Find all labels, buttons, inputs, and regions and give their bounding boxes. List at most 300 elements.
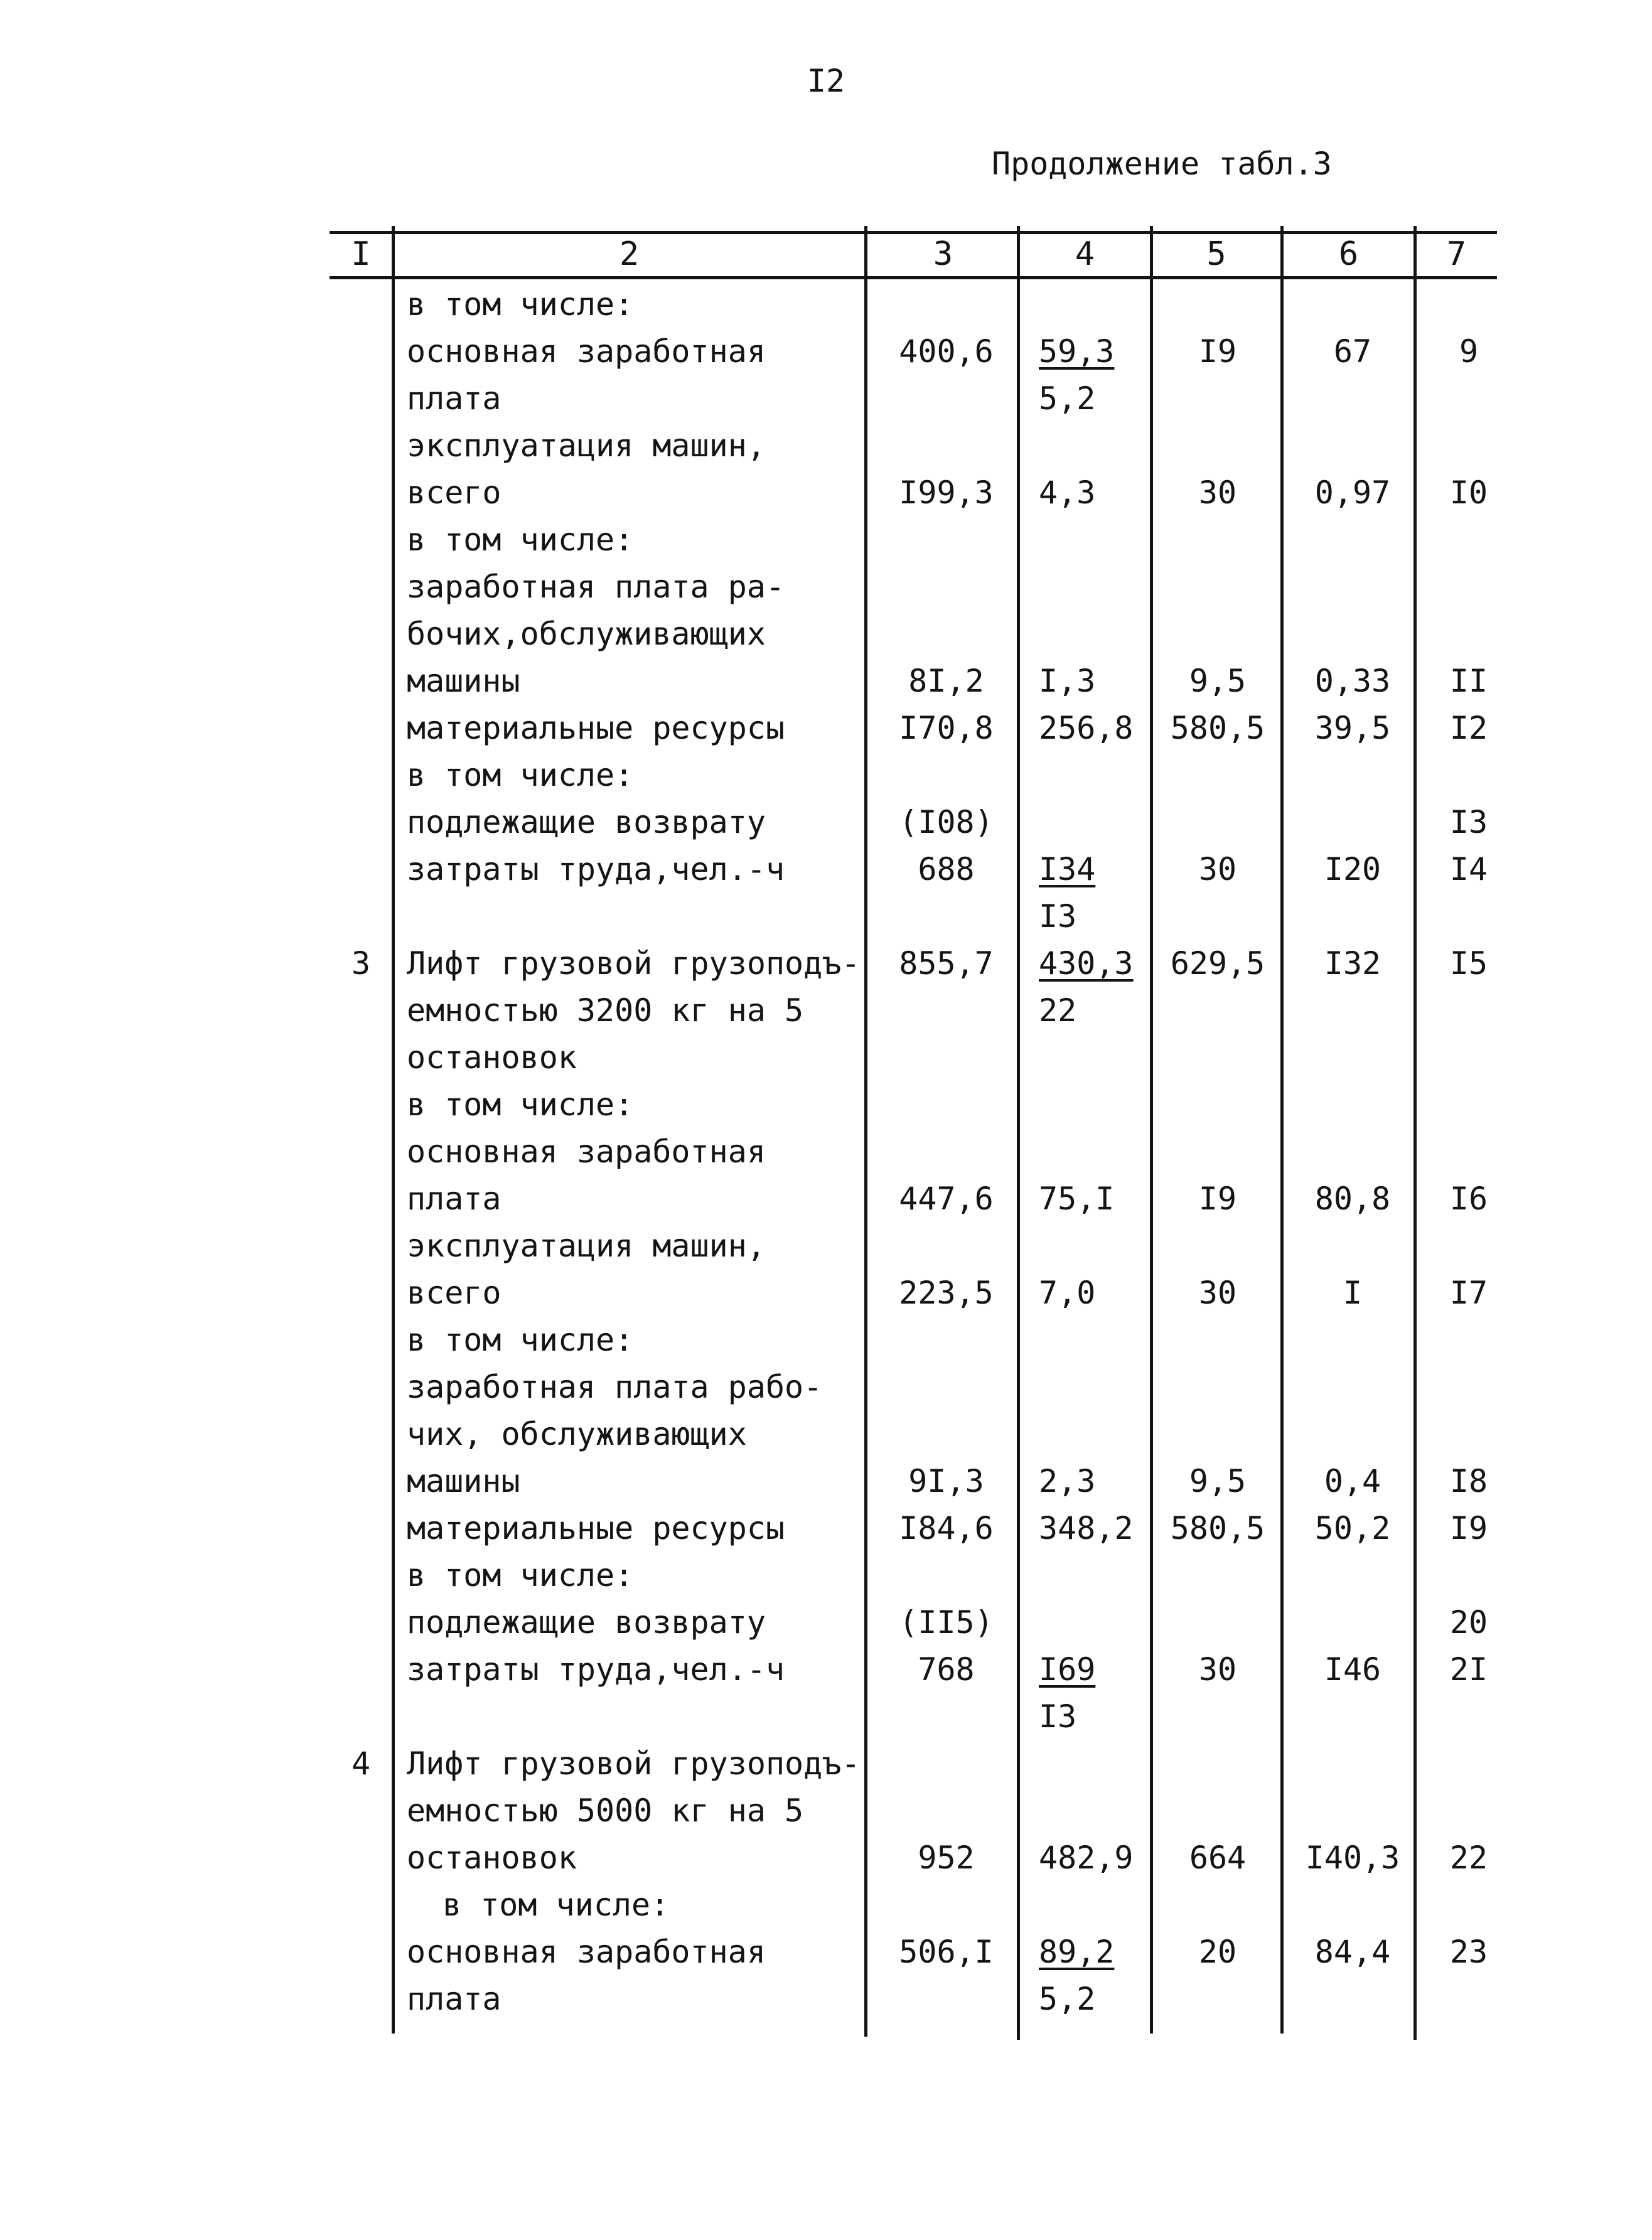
- table-row: [0, 1411, 1652, 1458]
- cell-col-3: [869, 987, 1023, 1034]
- cell-col-5: [1155, 1411, 1280, 1458]
- cell-col-7: I8: [1449, 1463, 1488, 1499]
- cell-col-2: подлежащие возврату: [407, 1604, 766, 1641]
- cell-col-4: I69: [1039, 1651, 1096, 1688]
- cell-col-1: [333, 517, 389, 564]
- cell-col-1: [333, 1270, 389, 1317]
- cell-col-1: [333, 799, 389, 846]
- cell-col-1: [333, 1787, 389, 1835]
- cell-col-7: [1422, 1317, 1516, 1364]
- cell-col-5: [1155, 1081, 1280, 1128]
- col-header-1: I: [351, 235, 371, 273]
- cell-col-5: [1155, 517, 1280, 564]
- cell-col-5: 580,5: [1170, 710, 1265, 746]
- cell-col-7: [1422, 1787, 1516, 1835]
- cell-col-1: [333, 1223, 389, 1270]
- cell-col-1: [333, 987, 389, 1034]
- cell-col-5: [1155, 1976, 1280, 2023]
- cell-col-5: [1155, 1552, 1280, 1599]
- cell-col-3: [869, 375, 1023, 422]
- cell-col-1: [333, 564, 389, 611]
- cell-col-3: [869, 564, 1023, 611]
- cell-col-2: в том числе:: [407, 522, 634, 558]
- table-row: [0, 1599, 1652, 1646]
- cell-col-3: [869, 1976, 1023, 2023]
- cell-col-7: I7: [1449, 1275, 1488, 1311]
- table-row: [0, 940, 1652, 987]
- cell-col-5: [1155, 375, 1280, 422]
- cell-col-4: [1039, 1034, 1149, 1081]
- cell-col-2: Лифт грузовой грузоподъ-: [407, 945, 861, 982]
- cell-col-7: [1422, 1081, 1516, 1128]
- cell-col-6: [1287, 422, 1419, 469]
- cell-col-1: [333, 1835, 389, 1882]
- cell-col-6: [1287, 1882, 1419, 1929]
- table-row: [0, 1787, 1652, 1835]
- cell-col-7: [1422, 1364, 1516, 1411]
- table-row: [0, 1740, 1652, 1787]
- cell-col-3: [869, 422, 1023, 469]
- cell-col-6: 0,33: [1314, 663, 1391, 699]
- cell-col-3: 8I,2: [908, 663, 984, 699]
- cell-col-5: [1155, 752, 1280, 799]
- cell-col-2: всего: [407, 1275, 501, 1311]
- cell-col-1: [333, 658, 389, 705]
- cell-col-6: [1287, 1034, 1419, 1081]
- cell-col-4: [1039, 1411, 1149, 1458]
- cell-col-2: затраты труда,чел.-ч: [407, 851, 785, 887]
- cell-col-1: [333, 1411, 389, 1458]
- cell-col-6: [1287, 893, 1419, 940]
- cell-col-1: [333, 1552, 389, 1599]
- cell-col-6: [1287, 281, 1419, 328]
- cell-col-5: I9: [1198, 333, 1237, 370]
- cell-col-6: [1287, 611, 1419, 658]
- cell-col-4: [1039, 281, 1149, 328]
- cell-col-6: [1287, 1081, 1419, 1128]
- cell-col-6: [1287, 1128, 1419, 1176]
- cell-col-7: [1422, 1882, 1516, 1929]
- cell-col-3: I84,6: [899, 1510, 994, 1546]
- cell-col-7: [1422, 1128, 1516, 1176]
- cell-col-3: [869, 281, 1023, 328]
- table-row: [0, 799, 1652, 846]
- cell-col-4: I,3: [1039, 663, 1096, 699]
- cell-col-6: [1287, 1787, 1419, 1835]
- cell-col-5: 9,5: [1189, 663, 1247, 699]
- cell-col-1: [333, 705, 389, 752]
- cell-col-6: [1287, 564, 1419, 611]
- cell-col-5: I9: [1198, 1181, 1237, 1217]
- cell-col-4: [1039, 799, 1149, 846]
- cell-col-3: 768: [918, 1651, 975, 1688]
- cell-col-4: 256,8: [1039, 710, 1134, 746]
- cell-col-6: 0,97: [1314, 474, 1391, 511]
- cell-col-5: [1155, 893, 1280, 940]
- col-header-4: 4: [1075, 235, 1095, 273]
- cell-col-5: [1155, 1882, 1280, 1929]
- col-header-3: 3: [933, 235, 953, 273]
- cell-col-1: [333, 1505, 389, 1552]
- cell-col-6: [1287, 1411, 1419, 1458]
- table-row: [0, 987, 1652, 1034]
- cell-col-7: [1422, 1976, 1516, 2023]
- cell-col-7: 22: [1449, 1840, 1488, 1876]
- table-row: [0, 1505, 1652, 1552]
- cell-col-3: [869, 1552, 1023, 1599]
- table-row: [0, 281, 1652, 328]
- cell-col-6: 50,2: [1314, 1510, 1391, 1546]
- table-row: [0, 1176, 1652, 1223]
- cell-col-5: [1155, 1317, 1280, 1364]
- table-row: [0, 1458, 1652, 1505]
- table-row: [0, 658, 1652, 705]
- cell-col-7: 23: [1449, 1934, 1488, 1970]
- cell-col-4: 22: [1039, 992, 1077, 1029]
- cell-col-1: [333, 752, 389, 799]
- cell-col-4: [1039, 1223, 1149, 1270]
- cell-col-4: [1039, 1128, 1149, 1176]
- cell-col-2: подлежащие возврату: [407, 804, 766, 840]
- cell-col-4: [1039, 1787, 1149, 1835]
- cell-col-3: [869, 517, 1023, 564]
- cell-col-2: плата: [407, 1981, 501, 2017]
- cell-col-2: в том числе:: [407, 757, 634, 793]
- cell-col-4: 5,2: [1039, 380, 1096, 417]
- cell-col-7: I2: [1449, 710, 1488, 746]
- cell-col-4: [1039, 752, 1149, 799]
- cell-col-2: всего: [407, 474, 501, 511]
- cell-col-3: [869, 1317, 1023, 1364]
- cell-col-7: [1422, 611, 1516, 658]
- table-row: [0, 564, 1652, 611]
- cell-col-4: 348,2: [1039, 1510, 1134, 1546]
- table-row: [0, 1034, 1652, 1081]
- cell-col-3: [869, 1411, 1023, 1458]
- cell-col-7: [1422, 1740, 1516, 1787]
- cell-col-4: I3: [1039, 1698, 1077, 1735]
- cell-col-6: I40,3: [1305, 1840, 1400, 1876]
- cell-col-4: [1039, 422, 1149, 469]
- cell-col-7: [1422, 893, 1516, 940]
- table-row: [0, 752, 1652, 799]
- cell-col-5: 30: [1198, 851, 1237, 887]
- cell-col-6: [1287, 517, 1419, 564]
- cell-col-4: [1039, 611, 1149, 658]
- cell-col-5: [1155, 611, 1280, 658]
- cell-col-2: емностью 3200 кг на 5: [407, 992, 804, 1029]
- cell-col-7: 20: [1449, 1604, 1488, 1641]
- cell-col-4: 2,3: [1039, 1463, 1096, 1499]
- cell-col-2: затраты труда,чел.-ч: [407, 1651, 785, 1688]
- cell-col-1: [333, 375, 389, 422]
- cell-col-6: 84,4: [1314, 1934, 1391, 1970]
- cell-col-4: I34: [1039, 851, 1096, 887]
- cell-col-3: [869, 1364, 1023, 1411]
- cell-col-6: 39,5: [1314, 710, 1391, 746]
- cell-col-1: [333, 893, 389, 940]
- cell-col-2: машины: [407, 1463, 520, 1499]
- cell-col-2: емностью 5000 кг на 5: [407, 1793, 804, 1829]
- table-row: [0, 469, 1652, 517]
- cell-col-5: [1155, 1693, 1280, 1740]
- cell-col-4: [1039, 1882, 1149, 1929]
- cell-col-2: в том числе:: [407, 1322, 634, 1358]
- cell-col-5: [1155, 564, 1280, 611]
- cell-col-3: [869, 1693, 1023, 1740]
- table-row: [0, 611, 1652, 658]
- cell-col-3: 9I,3: [908, 1463, 984, 1499]
- cell-col-3: [869, 1787, 1023, 1835]
- cell-col-4: 482,9: [1039, 1840, 1134, 1876]
- cell-col-6: 80,8: [1314, 1181, 1391, 1217]
- table-row: [0, 1223, 1652, 1270]
- cell-col-1: [333, 1034, 389, 1081]
- cell-col-1: [333, 1176, 389, 1223]
- table-caption: Продолжение табл.3: [992, 146, 1332, 182]
- cell-col-2: плата: [407, 1181, 501, 1217]
- cell-col-5: [1155, 799, 1280, 846]
- cell-col-5: [1155, 1364, 1280, 1411]
- cell-col-3: I70,8: [899, 710, 994, 746]
- cell-col-4: 59,3: [1039, 333, 1115, 370]
- table-row: [0, 1976, 1652, 2023]
- cell-col-7: [1422, 1411, 1516, 1458]
- cell-col-1: [333, 1693, 389, 1740]
- cell-col-1: [333, 422, 389, 469]
- cell-col-5: 30: [1198, 1275, 1237, 1311]
- table-row: [0, 1646, 1652, 1693]
- cell-col-3: [869, 1128, 1023, 1176]
- cell-col-2: основная заработная: [407, 333, 766, 370]
- cell-col-4: [1039, 517, 1149, 564]
- cell-col-7: [1422, 422, 1516, 469]
- cell-col-6: [1287, 375, 1419, 422]
- cell-col-7: [1422, 1034, 1516, 1081]
- cell-col-4: 75,I: [1039, 1181, 1115, 1217]
- cell-col-3: I99,3: [899, 474, 994, 511]
- cell-col-6: [1287, 1976, 1419, 2023]
- table-row: [0, 846, 1652, 893]
- cell-col-3: [869, 1223, 1023, 1270]
- cell-col-6: I32: [1324, 945, 1381, 982]
- cell-col-3: 223,5: [899, 1275, 994, 1311]
- cell-col-5: [1155, 1223, 1280, 1270]
- table-row: [0, 1081, 1652, 1128]
- cell-col-7: [1422, 375, 1516, 422]
- cell-col-2: в том числе:: [442, 1887, 670, 1923]
- table-row: [0, 1835, 1652, 1882]
- cell-col-6: [1287, 1317, 1419, 1364]
- cell-col-4: 4,3: [1039, 474, 1096, 511]
- cell-col-4: [1039, 1552, 1149, 1599]
- cell-col-6: [1287, 1740, 1419, 1787]
- cell-col-1: [333, 1929, 389, 1976]
- cell-col-5: 9,5: [1189, 1463, 1247, 1499]
- cell-col-2: в том числе:: [407, 286, 634, 323]
- cell-col-4: [1039, 1599, 1149, 1646]
- cell-col-3: [869, 1034, 1023, 1081]
- table-row: [0, 1693, 1652, 1740]
- cell-col-3: 400,6: [899, 333, 994, 370]
- cell-col-5: [1155, 422, 1280, 469]
- cell-col-2: бочих,обслуживающих: [407, 616, 766, 652]
- cell-col-5: 580,5: [1170, 1510, 1265, 1546]
- table-row: [0, 1270, 1652, 1317]
- cell-col-7: I6: [1449, 1181, 1488, 1217]
- table-row: [0, 705, 1652, 752]
- cell-col-3: (I08): [899, 804, 994, 840]
- cell-col-2: материальные ресурсы: [407, 1510, 785, 1546]
- cell-col-7: [1422, 564, 1516, 611]
- cell-col-5: [1155, 1128, 1280, 1176]
- cell-col-5: 30: [1198, 1651, 1237, 1688]
- cell-col-6: [1287, 799, 1419, 846]
- cell-col-2: плата: [407, 380, 501, 417]
- cell-col-7: II: [1449, 663, 1488, 699]
- cell-col-2: эксплуатация машин,: [407, 1228, 766, 1264]
- cell-col-1: [333, 1599, 389, 1646]
- table-row: [0, 422, 1652, 469]
- cell-col-6: I20: [1324, 851, 1381, 887]
- table-row: [0, 1929, 1652, 1976]
- table-top-rule: [330, 231, 1497, 234]
- cell-col-1: [333, 1646, 389, 1693]
- cell-col-4: 89,2: [1039, 1934, 1115, 1970]
- cell-col-7: [1422, 1552, 1516, 1599]
- cell-col-7: I5: [1449, 945, 1488, 982]
- cell-col-2: остановок: [407, 1039, 577, 1076]
- cell-col-2: материальные ресурсы: [407, 710, 785, 746]
- cell-col-1: [333, 1458, 389, 1505]
- page-number: I2: [807, 63, 845, 99]
- table-row: [0, 517, 1652, 564]
- cell-col-1: [333, 281, 389, 328]
- cell-col-5: 629,5: [1170, 945, 1265, 982]
- col-header-6: 6: [1338, 235, 1359, 273]
- cell-col-3: [869, 611, 1023, 658]
- cell-col-5: [1155, 987, 1280, 1034]
- cell-col-6: I: [1343, 1275, 1363, 1311]
- cell-col-1: [333, 846, 389, 893]
- cell-col-1: [333, 1128, 389, 1176]
- cell-col-7: I4: [1449, 851, 1488, 887]
- cell-col-1: [333, 1976, 389, 2023]
- table-row: [0, 1882, 1652, 1929]
- cell-col-5: [1155, 1599, 1280, 1646]
- cell-col-7: I0: [1449, 474, 1488, 511]
- cell-col-7: 9: [1459, 333, 1479, 370]
- cell-col-1: [333, 328, 389, 375]
- cell-col-4: 430,3: [1039, 945, 1134, 982]
- cell-col-2: машины: [407, 663, 520, 699]
- cell-col-6: I46: [1324, 1651, 1381, 1688]
- cell-col-2: эксплуатация машин,: [407, 427, 766, 464]
- cell-col-6: [1287, 1223, 1419, 1270]
- cell-col-5: [1155, 1787, 1280, 1835]
- cell-col-4: [1039, 1740, 1149, 1787]
- table-row: [0, 1128, 1652, 1176]
- col-header-2: 2: [619, 235, 640, 273]
- cell-col-4: 5,2: [1039, 1981, 1096, 2017]
- cell-col-3: [869, 1882, 1023, 1929]
- cell-col-3: 855,7: [899, 945, 994, 982]
- cell-col-6: 67: [1333, 333, 1372, 370]
- cell-col-5: [1155, 1740, 1280, 1787]
- cell-col-2: в том числе:: [407, 1086, 634, 1123]
- cell-col-6: [1287, 1364, 1419, 1411]
- cell-col-5: 664: [1189, 1840, 1247, 1876]
- cell-col-7: [1422, 752, 1516, 799]
- cell-col-7: [1422, 517, 1516, 564]
- cell-col-6: 0,4: [1324, 1463, 1381, 1499]
- cell-col-3: 447,6: [899, 1181, 994, 1217]
- table-row: [0, 1364, 1652, 1411]
- cell-col-7: [1422, 1693, 1516, 1740]
- cell-col-7: [1422, 281, 1516, 328]
- cell-col-3: [869, 752, 1023, 799]
- col-header-7: 7: [1446, 235, 1467, 273]
- table-row: [0, 1552, 1652, 1599]
- cell-col-1: [333, 1882, 389, 1929]
- cell-col-4: [1039, 1317, 1149, 1364]
- table-row: [0, 328, 1652, 375]
- cell-col-2: чих, обслуживающих: [407, 1416, 747, 1452]
- cell-col-7: I9: [1449, 1510, 1488, 1546]
- cell-col-7: 2I: [1449, 1651, 1488, 1688]
- cell-col-4: 7,0: [1039, 1275, 1096, 1311]
- cell-col-3: [869, 1740, 1023, 1787]
- col-header-5: 5: [1206, 235, 1226, 273]
- cell-col-1: [333, 611, 389, 658]
- cell-col-2: заработная плата рабо-: [407, 1369, 823, 1405]
- cell-col-3: [869, 893, 1023, 940]
- table-row: [0, 375, 1652, 422]
- cell-col-3: 688: [918, 851, 975, 887]
- cell-col-6: [1287, 752, 1419, 799]
- cell-col-5: [1155, 281, 1280, 328]
- cell-col-3: [869, 1081, 1023, 1128]
- cell-col-2: основная заработная: [407, 1934, 766, 1970]
- cell-col-3: 952: [918, 1840, 975, 1876]
- cell-col-2: основная заработная: [407, 1133, 766, 1170]
- cell-col-5: [1155, 1034, 1280, 1081]
- cell-col-1: 4: [351, 1745, 371, 1782]
- table-row: [0, 893, 1652, 940]
- cell-col-6: [1287, 1552, 1419, 1599]
- table-row: [0, 1317, 1652, 1364]
- cell-col-1: [333, 469, 389, 517]
- cell-col-2: заработная плата ра-: [407, 569, 785, 605]
- cell-col-4: [1039, 1081, 1149, 1128]
- cell-col-1: [333, 1081, 389, 1128]
- cell-col-5: 20: [1198, 1934, 1237, 1970]
- cell-col-4: [1039, 1364, 1149, 1411]
- table-header-rule: [330, 276, 1497, 279]
- cell-col-4: [1039, 564, 1149, 611]
- cell-col-6: [1287, 987, 1419, 1034]
- cell-col-7: [1422, 987, 1516, 1034]
- cell-col-2: в том числе:: [407, 1557, 634, 1594]
- cell-col-1: [333, 1364, 389, 1411]
- cell-col-7: [1422, 1223, 1516, 1270]
- cell-col-1: 3: [351, 945, 371, 982]
- cell-col-5: 30: [1198, 474, 1237, 511]
- cell-col-2: Лифт грузовой грузоподъ-: [407, 1745, 861, 1782]
- cell-col-4: I3: [1039, 898, 1077, 935]
- cell-col-2: остановок: [407, 1840, 577, 1876]
- cell-col-1: [333, 1317, 389, 1364]
